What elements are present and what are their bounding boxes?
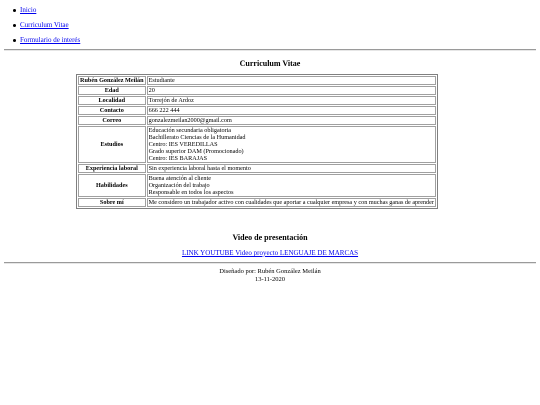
page-title: Curriculum Vitae — [239, 59, 301, 68]
cv-row-label: Rubén González Meilán — [80, 77, 144, 84]
cv-value-line: Grado superior DAM (Promocionado) — [148, 148, 244, 155]
cv-value-line: Educación secundaria obligatoria — [148, 127, 232, 134]
cv-row-label: Estudios — [78, 126, 146, 163]
cv-row-value — [147, 86, 436, 95]
youtube-video-link[interactable]: LINK YOUTUBE Video proyecto LENGUAJE DE MARCAS — [181, 249, 359, 257]
cv-value-line: gonzalezmeilan2000@gmail.com — [148, 117, 232, 124]
cv-row-label: Habilidades — [78, 174, 146, 197]
cv-row-value — [147, 164, 436, 173]
cv-row — [78, 76, 436, 85]
cv-row-value — [147, 106, 436, 115]
cv-value-line: Estudiante — [148, 77, 175, 84]
footer-date: 13-11-2020 — [254, 276, 286, 283]
cv-row-value — [147, 76, 436, 85]
cv-row — [78, 126, 436, 163]
footer — [0, 268, 540, 284]
nav-list — [12, 6, 80, 51]
cv-row-label: Localidad — [78, 96, 146, 105]
cv-row-label: Correo — [78, 116, 146, 125]
footer-designer: Diseñado por: Rubén González Meilán — [219, 268, 321, 275]
nav-item-curriculum — [12, 21, 80, 36]
cv-value-line: Buena atención al cliente — [148, 175, 211, 182]
nav-link-formulario[interactable]: Formulario de interés — [20, 36, 81, 44]
cv-row-value — [147, 126, 436, 163]
cv-row — [78, 106, 436, 115]
divider-top — [4, 49, 536, 51]
cv-row-label: Sobre mí — [78, 198, 146, 207]
cv-value-line: 20 — [148, 87, 155, 94]
divider-bottom — [4, 262, 536, 264]
cv-row-label: Experiencia laboral — [78, 164, 146, 173]
cv-row — [78, 164, 436, 173]
nav-link-curriculum[interactable]: Curriculum Vitae — [20, 21, 69, 29]
cv-value-line: Responsable en todos los aspectos — [148, 189, 234, 196]
cv-value-line: Bachillerato Ciencias de la Humanidad — [148, 134, 246, 141]
cv-value-line: Centro: IES BARAJAS — [148, 155, 208, 162]
cv-value-line: 666 222 444 — [148, 107, 180, 114]
cv-row-label: Edad — [78, 86, 146, 95]
cv-value-line: Torrejón de Ardoz — [148, 97, 194, 104]
cv-row — [78, 116, 436, 125]
cv-row-value — [147, 96, 436, 105]
cv-row-value — [147, 116, 436, 125]
cv-row-value — [147, 198, 436, 207]
cv-value-line: Me considero un trabajador activo con cualidades que aportar a cualquier empresa y con muchas ganas de aprender — [148, 199, 434, 206]
nav-link-inicio[interactable]: Inicio — [20, 6, 37, 14]
cv-table — [76, 74, 438, 209]
video-link-wrapper — [0, 249, 540, 257]
cv-row — [78, 96, 436, 105]
video-section-title: Video de presentación — [232, 233, 308, 242]
cv-row — [78, 86, 436, 95]
cv-row-label: Contacto — [78, 106, 146, 115]
cv-value-line: Centro: IES VEREDILLAS — [148, 141, 218, 148]
nav-item-inicio — [12, 6, 80, 21]
cv-value-line: Sin experiencia laboral hasta el momento — [148, 165, 251, 172]
cv-row-value — [147, 174, 436, 197]
cv-row — [78, 174, 436, 197]
cv-value-line: Organización del trabajo — [148, 182, 210, 189]
cv-row — [78, 198, 436, 207]
